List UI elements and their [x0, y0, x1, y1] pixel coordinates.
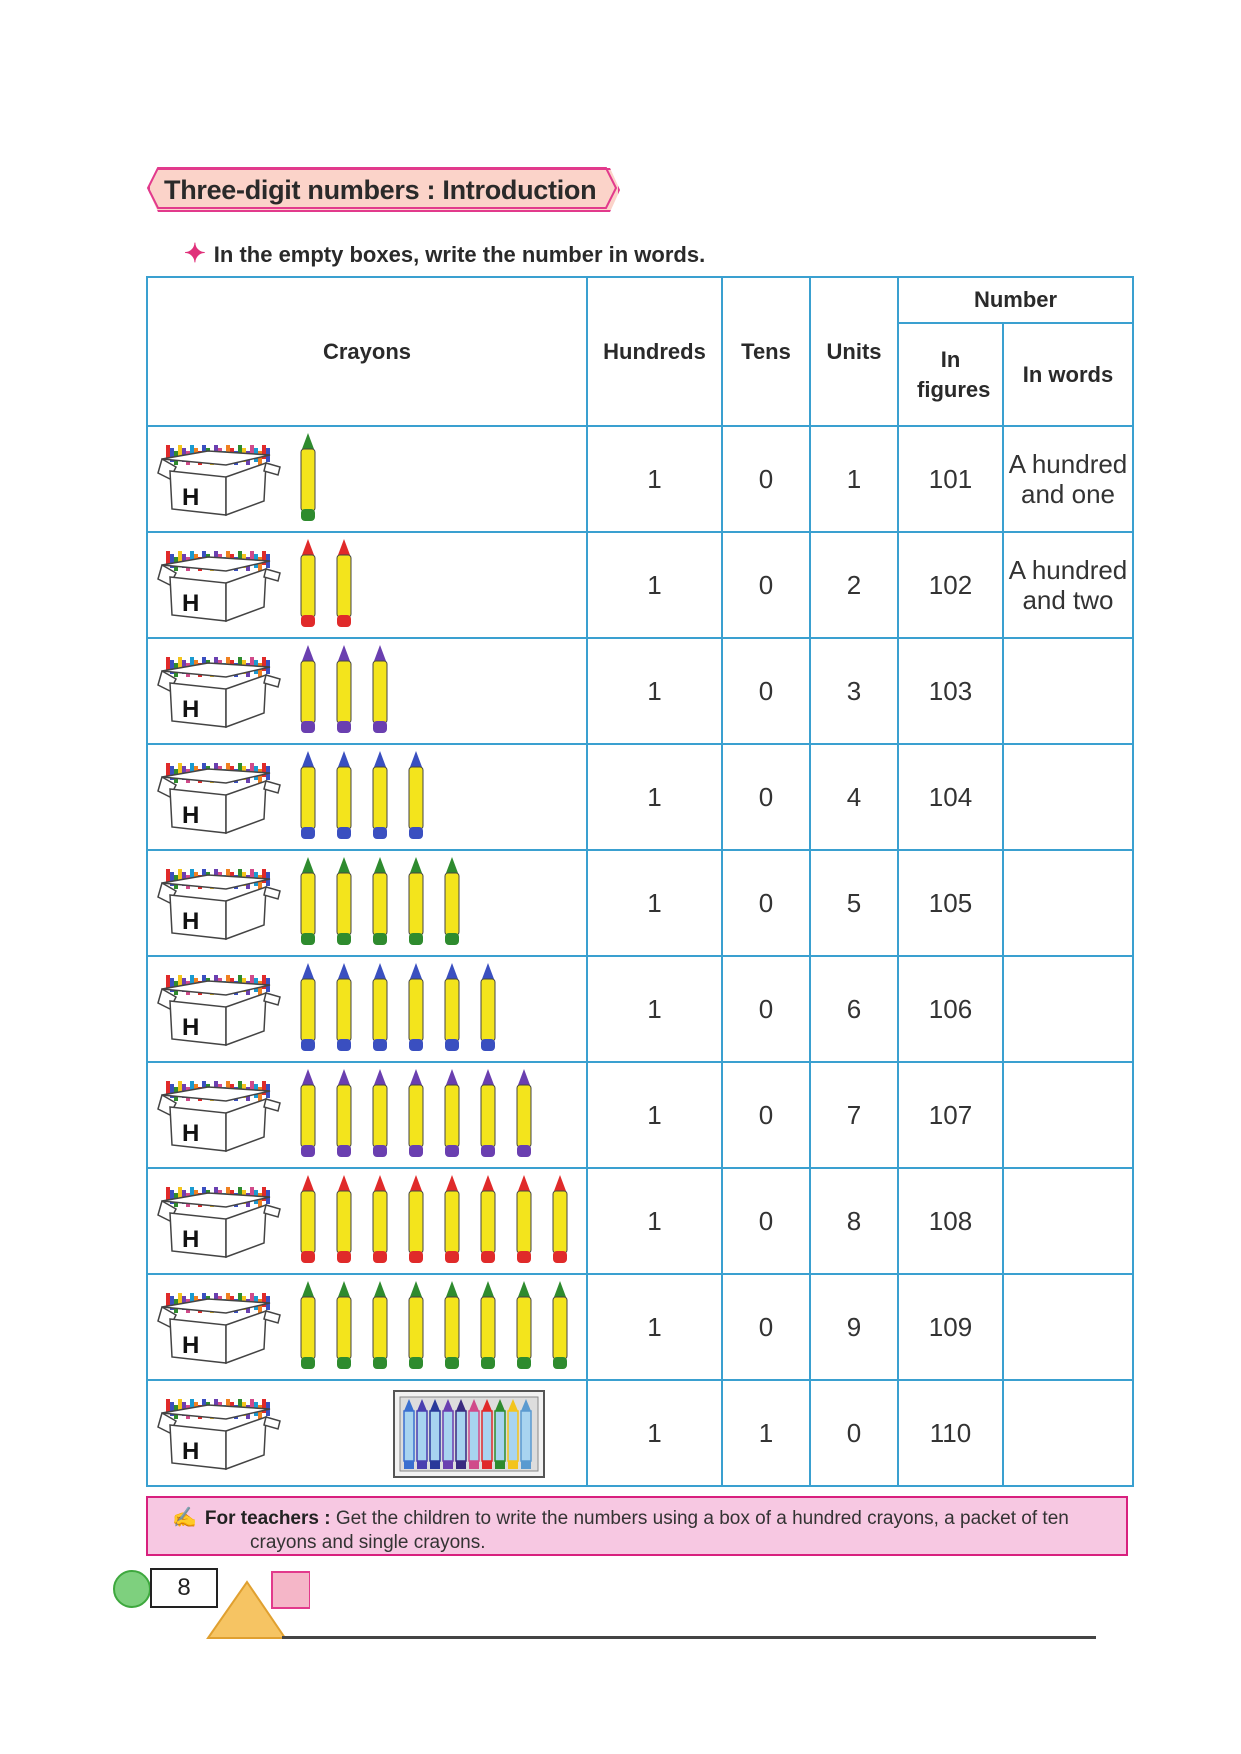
- box-label: H: [182, 802, 200, 829]
- crayons-cell: [147, 638, 587, 744]
- instruction: [184, 238, 705, 269]
- units-cell: 9: [810, 1274, 898, 1380]
- in-words-cell[interactable]: [1003, 744, 1133, 850]
- crayon-icon: [481, 1281, 495, 1369]
- hundreds-cell: 1: [587, 1168, 722, 1274]
- crayon-icon: [409, 751, 423, 839]
- crayons-illustration: [148, 1065, 584, 1165]
- crayons-illustration: [148, 1171, 584, 1271]
- box-label: H: [182, 1014, 200, 1041]
- in-figures-cell: 103: [898, 638, 1003, 744]
- box-label: H: [182, 908, 200, 935]
- table-row: [147, 956, 1133, 1062]
- crayon-icon: [409, 1069, 423, 1157]
- in-words-cell[interactable]: [1003, 956, 1133, 1062]
- hundred-crayon-box-icon: [158, 1399, 280, 1469]
- hundred-crayon-box-icon: [158, 975, 280, 1045]
- hundred-crayon-box-icon: [158, 1081, 280, 1151]
- header-crayons: Crayons: [147, 277, 587, 426]
- table-row: [147, 1062, 1133, 1168]
- units-cell: 8: [810, 1168, 898, 1274]
- square-shape: [272, 1572, 310, 1608]
- table-row: [147, 532, 1133, 638]
- hundred-crayon-box-icon: [158, 869, 280, 939]
- in-words-line2: and two: [1022, 585, 1114, 615]
- crayon-icon: [445, 963, 459, 1051]
- hundred-crayon-box-icon: [158, 1293, 280, 1363]
- in-words-cell[interactable]: [1003, 850, 1133, 956]
- hundred-crayon-box-icon: [158, 551, 280, 621]
- tens-cell: 0: [722, 638, 810, 744]
- crayon-icon: [337, 1069, 351, 1157]
- crayons-cell: [147, 850, 587, 956]
- box-label: H: [182, 1332, 200, 1359]
- crayon-icon: [301, 645, 315, 733]
- crayon-icon: [373, 751, 387, 839]
- in-figures-cell: 101: [898, 426, 1003, 532]
- box-label: H: [182, 590, 200, 617]
- in-words-line1: A hundred: [1008, 555, 1128, 585]
- hundred-crayon-box-icon: [158, 1187, 280, 1257]
- crayon-icon: [373, 1281, 387, 1369]
- crayons-illustration: [148, 747, 584, 847]
- crayon-icon: [445, 1281, 459, 1369]
- tens-cell: 0: [722, 744, 810, 850]
- crayons-cell: [147, 1380, 587, 1486]
- crayons-cell: [147, 956, 587, 1062]
- crayon-icon: [373, 1175, 387, 1263]
- in-words-cell[interactable]: [1003, 1274, 1133, 1380]
- units-cell: 5: [810, 850, 898, 956]
- in-figures-cell: 104: [898, 744, 1003, 850]
- crayon-icon: [301, 1175, 315, 1263]
- box-label: H: [182, 1438, 200, 1465]
- crayon-icon: [517, 1069, 531, 1157]
- crayons-cell: [147, 426, 587, 532]
- footer-rule: [282, 1636, 1096, 1639]
- tens-cell: 1: [722, 1380, 810, 1486]
- box-label: H: [182, 696, 200, 723]
- units-cell: 3: [810, 638, 898, 744]
- crayon-icon: [481, 1175, 495, 1263]
- table-row: [147, 1274, 1133, 1380]
- tens-cell: 0: [722, 956, 810, 1062]
- crayon-icon: [337, 539, 351, 627]
- crayons-illustration: [148, 1383, 584, 1483]
- tens-cell: 0: [722, 1062, 810, 1168]
- tens-cell: 0: [722, 1274, 810, 1380]
- pencil-icon: ✍: [172, 1507, 197, 1529]
- crayon-icon: [373, 1069, 387, 1157]
- teacher-note-text-1: Get the children to write the numbers using a box of a hundred crayons, a packet of ten: [335, 1508, 1069, 1529]
- crayon-icon: [337, 1175, 351, 1263]
- in-figures-cell: 106: [898, 956, 1003, 1062]
- crayon-icon: [445, 857, 459, 945]
- crayon-icon: [373, 645, 387, 733]
- table-row: [147, 850, 1133, 956]
- in-figures-cell: 109: [898, 1274, 1003, 1380]
- hundreds-cell: 1: [587, 1274, 722, 1380]
- hundreds-cell: 1: [587, 1380, 722, 1486]
- packet-of-ten-icon: [394, 1391, 544, 1477]
- crayon-icon: [517, 1175, 531, 1263]
- units-cell: 1: [810, 426, 898, 532]
- header-units: Units: [810, 277, 898, 426]
- header-hundreds: Hundreds: [587, 277, 722, 426]
- crayon-icon: [301, 751, 315, 839]
- tens-cell: 0: [722, 426, 810, 532]
- crayons-cell: [147, 744, 587, 850]
- page-number: 8: [150, 1568, 218, 1608]
- crayon-icon: [481, 963, 495, 1051]
- hundred-crayon-box-icon: [158, 657, 280, 727]
- in-words-cell[interactable]: [1003, 1380, 1133, 1486]
- table-row: [147, 638, 1133, 744]
- in-words-cell[interactable]: [1003, 1062, 1133, 1168]
- units-cell: 6: [810, 956, 898, 1062]
- units-cell: 0: [810, 1380, 898, 1486]
- tens-cell: 0: [722, 532, 810, 638]
- in-figures-cell: 105: [898, 850, 1003, 956]
- crayon-icon: [337, 963, 351, 1051]
- crayon-icon: [337, 751, 351, 839]
- in-words-cell[interactable]: [1003, 638, 1133, 744]
- crayon-icon: [553, 1175, 567, 1263]
- header-in-figures: In figures: [898, 323, 1003, 426]
- crayons-illustration: [148, 959, 584, 1059]
- crayon-icon: [409, 1281, 423, 1369]
- hundreds-cell: 1: [587, 426, 722, 532]
- crayon-icon: [301, 963, 315, 1051]
- units-cell: 4: [810, 744, 898, 850]
- star-icon: ✦: [184, 238, 206, 268]
- crayon-icon: [445, 1069, 459, 1157]
- table-row: [147, 744, 1133, 850]
- crayon-icon: [409, 857, 423, 945]
- crayon-icon: [301, 1069, 315, 1157]
- box-label: H: [182, 484, 200, 511]
- place-value-table: [146, 276, 1134, 1487]
- circle-shape: [114, 1571, 150, 1607]
- hundreds-cell: 1: [587, 532, 722, 638]
- crayons-illustration: [148, 853, 584, 953]
- crayons-cell: [147, 1168, 587, 1274]
- hundreds-cell: 1: [587, 638, 722, 744]
- crayon-icon: [337, 857, 351, 945]
- crayon-icon: [301, 1281, 315, 1369]
- box-label: H: [182, 1226, 200, 1253]
- crayons-illustration: [148, 1277, 584, 1377]
- box-label: H: [182, 1120, 200, 1147]
- crayons-illustration: [148, 535, 584, 635]
- in-words-cell[interactable]: [1003, 1168, 1133, 1274]
- table-row: [147, 426, 1133, 532]
- crayon-icon: [337, 645, 351, 733]
- units-cell: 2: [810, 532, 898, 638]
- crayons-illustration: [148, 429, 584, 529]
- teacher-note: [146, 1496, 1128, 1556]
- crayon-icon: [409, 1175, 423, 1263]
- crayon-icon: [445, 1175, 459, 1263]
- in-words-line2: and one: [1021, 479, 1115, 509]
- hundreds-cell: 1: [587, 850, 722, 956]
- hundred-crayon-box-icon: [158, 445, 280, 515]
- header-number: Number: [898, 277, 1133, 323]
- header-in-words: In words: [1003, 323, 1133, 426]
- in-figures-cell: 107: [898, 1062, 1003, 1168]
- crayon-icon: [301, 539, 315, 627]
- tens-cell: 0: [722, 1168, 810, 1274]
- crayon-icon: [337, 1281, 351, 1369]
- hundred-crayon-box-icon: [158, 763, 280, 833]
- table-row: [147, 1168, 1133, 1274]
- teacher-note-label: For teachers :: [204, 1508, 331, 1529]
- crayons-cell: [147, 1274, 587, 1380]
- table-row: [147, 1380, 1133, 1486]
- crayon-icon: [373, 857, 387, 945]
- tens-cell: 0: [722, 850, 810, 956]
- crayons-cell: [147, 532, 587, 638]
- crayon-icon: [409, 963, 423, 1051]
- units-cell: 7: [810, 1062, 898, 1168]
- page-title: Three-digit numbers : Introduction: [164, 175, 597, 205]
- crayon-icon: [301, 433, 315, 521]
- hundreds-cell: 1: [587, 744, 722, 850]
- hundreds-cell: 1: [587, 956, 722, 1062]
- in-words-cell[interactable]: [1003, 532, 1133, 638]
- in-figures-cell: 102: [898, 532, 1003, 638]
- in-figures-cell: 110: [898, 1380, 1003, 1486]
- crayon-icon: [517, 1281, 531, 1369]
- crayon-icon: [301, 857, 315, 945]
- crayons-cell: [147, 1062, 587, 1168]
- in-words-cell[interactable]: [1003, 426, 1133, 532]
- in-words-line1: A hundred: [1008, 449, 1128, 479]
- header-tens: Tens: [722, 277, 810, 426]
- in-figures-cell: 108: [898, 1168, 1003, 1274]
- hundreds-cell: 1: [587, 1062, 722, 1168]
- crayon-icon: [373, 963, 387, 1051]
- crayon-icon: [481, 1069, 495, 1157]
- instruction-text: In the empty boxes, write the number in words.: [213, 242, 706, 267]
- crayon-icon: [553, 1281, 567, 1369]
- crayons-illustration: [148, 641, 584, 741]
- teacher-note-text-2: crayons and single crayons.: [250, 1532, 486, 1553]
